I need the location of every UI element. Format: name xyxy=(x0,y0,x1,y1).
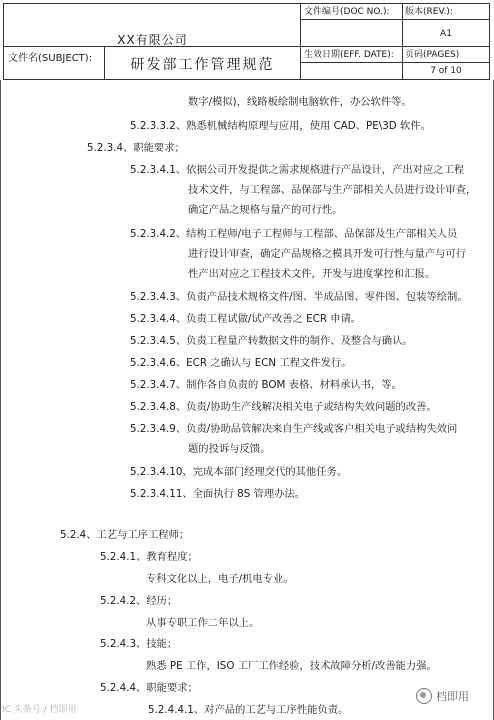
pages-value: 7 of 10 xyxy=(430,66,462,76)
clause-5-2-3-3-2: 5.2.3.3.2、熟悉机械结构原理与应用，使用 CAD、PE\3D 软件。 xyxy=(130,120,431,132)
text-line: 从事专职工作二年以上。 xyxy=(146,617,260,629)
clause-5-2-4-2: 5.2.4.2、经历； xyxy=(100,595,178,607)
clause-5-2-3-4-6: 5.2.3.4.6、ECR 之确认与 ECN 工程文件发行。 xyxy=(130,357,352,369)
text-line: 技术文件，与工程部、品保部与生产部相关人员进行设计审查， xyxy=(188,184,477,196)
clause-5-2-3-4-2: 5.2.3.4.2、结构工程师/电子工程师与工程部、品保部及生产部相关人员 xyxy=(130,228,458,240)
clause-5-2-3-4-3: 5.2.3.4.3、负责产品技术规格文件/图、半成品图、零件图、包装等绘制。 xyxy=(130,291,468,303)
subject-label: 文件名(SUBJECT): xyxy=(8,53,93,64)
clause-5-2-3-4-1: 5.2.3.4.1、依据公司开发提供之需求规格进行产品设计，产出对应之工程 xyxy=(130,164,465,176)
wechat-icon xyxy=(416,688,432,704)
clause-5-2-4-3: 5.2.4.3、技能； xyxy=(100,638,178,650)
clause-5-2-3-4-9: 5.2.3.4.9、负责/协助品管解决来自生产线或客户相关电子或结构失效问 xyxy=(130,423,458,435)
clause-5-2-4-4: 5.2.4.4、职能要求； xyxy=(100,682,198,694)
text-line: 性产出对应之工程技术文件，开发与进度掌控和汇报。 xyxy=(188,268,436,280)
document-header-table xyxy=(3,3,490,80)
document-title: 研发部工作管理规范 xyxy=(130,57,275,73)
clause-5-2-3-4-8: 5.2.3.4.8、负责/协助生产线解决相关电子或结构失效问题的改善。 xyxy=(130,401,437,413)
text-line: 确定产品之规格与量产的可行性。 xyxy=(188,204,343,216)
clause-5-2-3-4-4: 5.2.3.4.4、负责工程试做/试产改善之 ECR 申请。 xyxy=(130,313,362,325)
company-name: XX有限公司 xyxy=(117,33,188,47)
clause-5-2-4: 5.2.4、工艺与工序工程师； xyxy=(60,529,190,541)
clause-5-2-3-4-11: 5.2.3.4.11、全面执行 8S 管理办法。 xyxy=(130,488,306,500)
pages-label: 页码(PAGES) xyxy=(405,50,460,60)
text-line: 题的投诉与反馈。 xyxy=(188,443,271,455)
rev-value: A1 xyxy=(440,29,452,39)
clause-5-2-3-4-5: 5.2.3.4.5、负责工程量产转数据文件的制作、及整合与确认。 xyxy=(130,335,413,347)
clause-5-2-3-4-10: 5.2.3.4.10、完成本部门经理交代的其他任务。 xyxy=(130,466,348,478)
watermark-left: IC 头条号 / 档即用 xyxy=(2,705,77,715)
text-line: 熟悉 PE 工作，ISO 工厂工作经验，技术故障分析/改善能力强。 xyxy=(146,660,437,672)
rev-label: 版本(REV.): xyxy=(405,7,453,17)
text-line: 进行设计审查，确定产品规格之模具开发可行性与量产与可行 xyxy=(188,248,467,260)
clause-5-2-3-4: 5.2.3.4、职能要求； xyxy=(87,142,185,154)
clause-5-2-4-4-1: 5.2.4.4.1、对产品的工艺与工序性能负责。 xyxy=(148,704,349,716)
text-line: 数字/模拟)，线路板绘制电脑软件，办公软件等。 xyxy=(188,96,412,108)
clause-5-2-4-1: 5.2.4.1、教育程度； xyxy=(100,551,198,563)
watermark-right-text: 档即用 xyxy=(436,690,469,703)
clause-5-2-3-4-7: 5.2.3.4.7、制作各自负责的 BOM 表格、材料承认书，等。 xyxy=(130,379,402,391)
watermark-right xyxy=(416,688,469,704)
eff-date-label: 生效日期(EFF. DATE): xyxy=(304,50,394,60)
text-line: 专科文化以上，电子/机电专业。 xyxy=(146,573,294,585)
doc-no-label: 文件编号(DOC NO.): xyxy=(304,7,390,17)
